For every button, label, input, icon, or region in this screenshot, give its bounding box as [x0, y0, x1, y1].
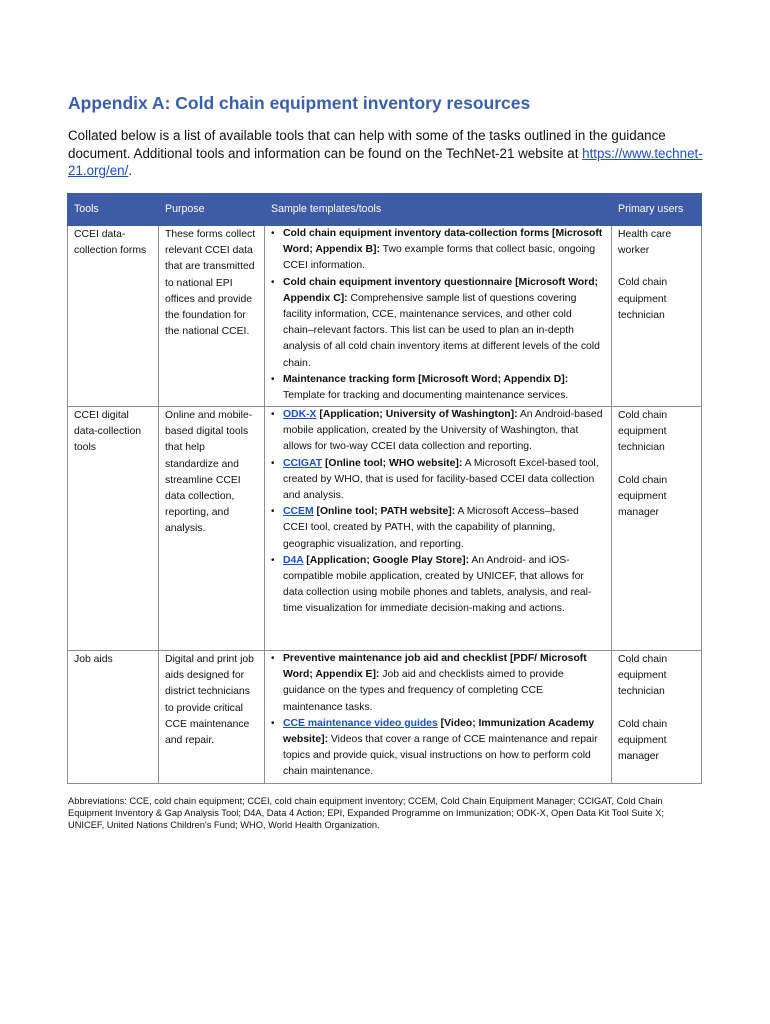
list-item: • Cold chain equipment inventory data-collection forms [Microsoft Word; Appendix B]: Two example forms that collect basic, ongoing CCEI information. — [271, 228, 603, 272]
bullet-icon: • — [271, 228, 275, 239]
technet-link[interactable]: https://www.technet-21.org/en/ — [68, 145, 703, 178]
header-tools: Tools — [68, 194, 159, 226]
resources-table — [67, 193, 702, 784]
list-item: • Preventive maintenance job aid and checklist [PDF/ Microsoft Word; Appendix E]: Job aid and checklists aimed to provide guidance on the types and frequency of completing CCE maintenance tasks. — [271, 653, 587, 713]
tool-cell: CCEI data-collection forms — [68, 226, 159, 407]
bullet-icon: • — [271, 457, 275, 469]
purpose-cell: Digital and print job aids designed for district technicians to provide critical CCE maintenance and repair. — [159, 651, 265, 784]
users-cell: Cold chain equipment technician Cold chain equipment manager — [612, 651, 702, 784]
bullet-icon: • — [271, 276, 275, 288]
bullet-icon: • — [271, 506, 275, 518]
list-item: • CCE maintenance video guides [Video; Immunization Academy website]: Videos that cover a range of CCE maintenance and repair topics and provide quick, visual instructions on how to perform cold chain maintenance. — [271, 717, 598, 778]
abbreviations-note: Abbreviations: CCE, cold chain equipment; CCEI, cold chain equipment inventory; CCEM, Cold Chain Equipment Manager; CCIGAT, Cold Chain Equipment Inventory & Gap Analysis Tool; D4A, Data 4 Action; EPI, Expanded Programme on Immunization; ODK-X, Open Data Kit Tool Suite X; UNICEF, United Nations Children's Fund; WHO, World Health Organization. — [68, 796, 664, 831]
intro-end: . — [128, 163, 133, 178]
intro-text: Collated below is a list of available tools that can help with some of the tasks outlined in the guidance document. Additional tools and information can be found on the TechNet-21 website at — [68, 128, 666, 161]
table-row — [68, 407, 702, 651]
users-cell: Health care worker Cold chain equipment technician — [612, 226, 702, 407]
bullet-icon: • — [271, 554, 275, 566]
users-cell: Cold chain equipment technician Cold chain equipment manager — [612, 407, 702, 651]
intro-paragraph — [68, 127, 708, 180]
header-primary-users: Primary users — [612, 194, 702, 226]
samples-cell — [265, 651, 612, 784]
sample-list — [271, 651, 605, 781]
purpose-cell: These forms collect relevant CCEI data that are transmitted to national EPI offices and provide the foundation for the national CCEI. — [159, 226, 265, 407]
page-title: Appendix A: Cold chain equipment inventory resources — [68, 93, 531, 113]
bullet-icon: • — [271, 653, 275, 664]
ccem-link[interactable]: CCEM — [283, 506, 314, 518]
sample-list — [271, 226, 605, 404]
tool-cell: Job aids — [68, 651, 159, 784]
list-item: • Cold chain equipment inventory questionnaire [Microsoft Word; Appendix C]: Comprehensive sample list of questions covering facility information, CCE, maintenance services, and other cold chain–relevant factors. This list can be used to plan an in-depth analysis of all cold chain inventory items at different levels of the cold chain. — [271, 276, 600, 369]
samples-cell — [265, 407, 612, 651]
tool-cell: CCEI digital data-collection tools — [68, 407, 159, 651]
table-header-row — [68, 194, 702, 226]
samples-cell — [265, 226, 612, 407]
purpose-cell: Online and mobile-based digital tools that help standardize and streamline CCEI data collection, reporting, and analysis. — [159, 407, 265, 651]
table-row — [68, 651, 702, 784]
list-item: • CCIGAT [Online tool; WHO website]: A Microsoft Excel-based tool, created by WHO, that is used for facility-based CCEI data collection and analysis. — [271, 457, 599, 502]
cce-video-guides-link[interactable]: CCE maintenance video guides — [283, 717, 438, 729]
sample-list — [271, 407, 605, 618]
bullet-icon: • — [271, 717, 275, 729]
bullet-icon: • — [271, 373, 275, 385]
list-item: • CCEM [Online tool; PATH website]: A Microsoft Access–based CCEI tool, created by PATH, with the capability of planning, geographic visualization, and reporting. — [271, 506, 579, 550]
list-item: • Maintenance tracking form [Microsoft Word; Appendix D]: Template for tracking and documenting maintenance services. — [271, 373, 569, 402]
header-purpose: Purpose — [159, 194, 265, 226]
bullet-icon: • — [271, 409, 275, 420]
header-sample-templates: Sample templates/tools — [265, 194, 612, 226]
list-item: • D4A [Application; Google Play Store]: An Android- and iOS-compatible mobile application, created by UNICEF, that allows for data collection using mobile phones and tablets, analysis, and real-time visualization for immediate decision-making and actions. — [271, 554, 592, 615]
table-row — [68, 226, 702, 407]
list-item: • ODK-X [Application; University of Washington]: An Android-based mobile application, created by the University of Washington, that allows for two-way CCEI data collection and reporting. — [271, 409, 603, 453]
d4a-link[interactable]: D4A — [283, 554, 304, 566]
ccigat-link[interactable]: CCIGAT — [283, 457, 323, 469]
odkx-link[interactable]: ODK-X — [283, 409, 317, 420]
